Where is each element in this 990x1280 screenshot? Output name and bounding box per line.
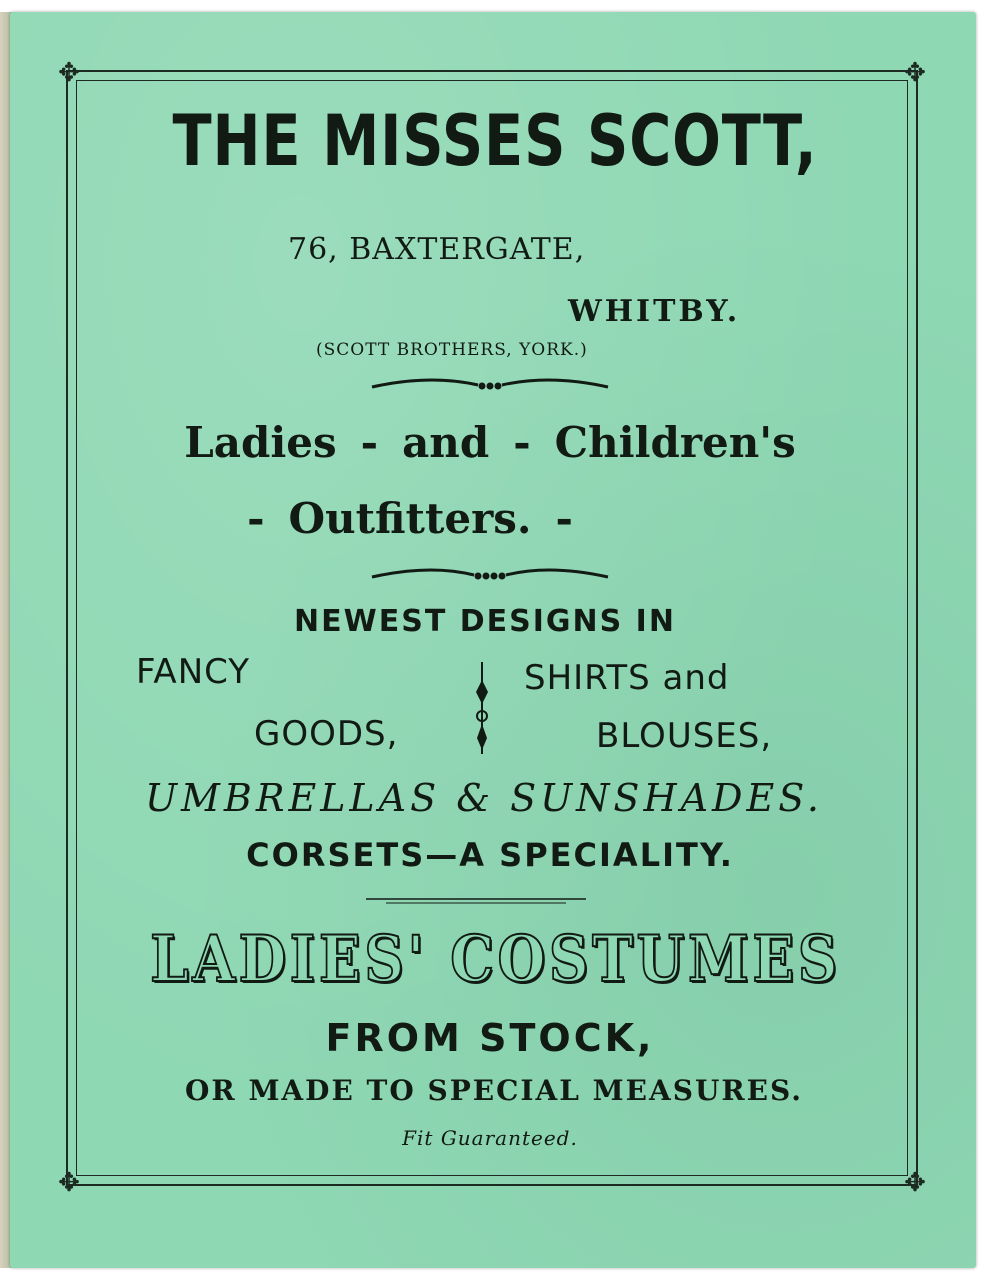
dash-ornament: - <box>360 418 379 467</box>
scroll-divider-icon <box>370 376 610 398</box>
fit-guaranteed-line: Fit Guaranteed. <box>402 1126 578 1150</box>
newest-designs-heading: NEWEST DESIGNS IN <box>294 604 676 639</box>
scroll-divider-icon <box>370 566 610 588</box>
blouses-word: BLOUSES, <box>596 716 773 756</box>
branch-note: (SCOTT BROTHERS, YORK.) <box>316 340 588 360</box>
dash-ornament: - <box>555 494 573 543</box>
shirts-word: SHIRTS and <box>524 658 730 698</box>
from-stock-line: FROM STOCK, <box>325 1016 655 1060</box>
corsets-speciality-line: CORSETS—A SPECIALITY. <box>246 836 734 874</box>
corner-ornament-icon: ✥ <box>904 58 926 88</box>
outfitters-word: Outfitters. <box>288 494 532 543</box>
vertical-ornament-icon <box>470 660 494 756</box>
ladies-childrens-line <box>120 418 860 467</box>
dash-ornament: - <box>247 494 265 543</box>
corner-ornament-icon: ✥ <box>904 1168 926 1198</box>
corner-ornament-icon: ✥ <box>58 58 80 88</box>
shop-name-heading: THE MISSES SCOTT, <box>172 100 818 182</box>
town-name: WHITBY. <box>568 294 741 329</box>
fancy-goods-word-2: GOODS, <box>254 714 399 754</box>
childrens-word: Children's <box>554 418 796 467</box>
and-word: and <box>402 418 490 467</box>
outfitters-line <box>120 494 700 543</box>
umbrellas-sunshades-line: UMBRELLAS & SUNSHADES. <box>144 776 824 820</box>
dash-ornament: - <box>513 418 531 467</box>
double-rule-divider <box>366 896 586 906</box>
special-measures-line: OR MADE TO SPECIAL MEASURES. <box>185 1074 803 1107</box>
ladies-word: Ladies <box>184 418 337 467</box>
ladies-costumes-heading: LADIES' COSTUMES <box>150 922 841 997</box>
street-address: 76, BAXTERGATE, <box>288 232 586 267</box>
fancy-goods-word-1: FANCY <box>136 652 251 692</box>
corner-ornament-icon: ✥ <box>58 1168 80 1198</box>
